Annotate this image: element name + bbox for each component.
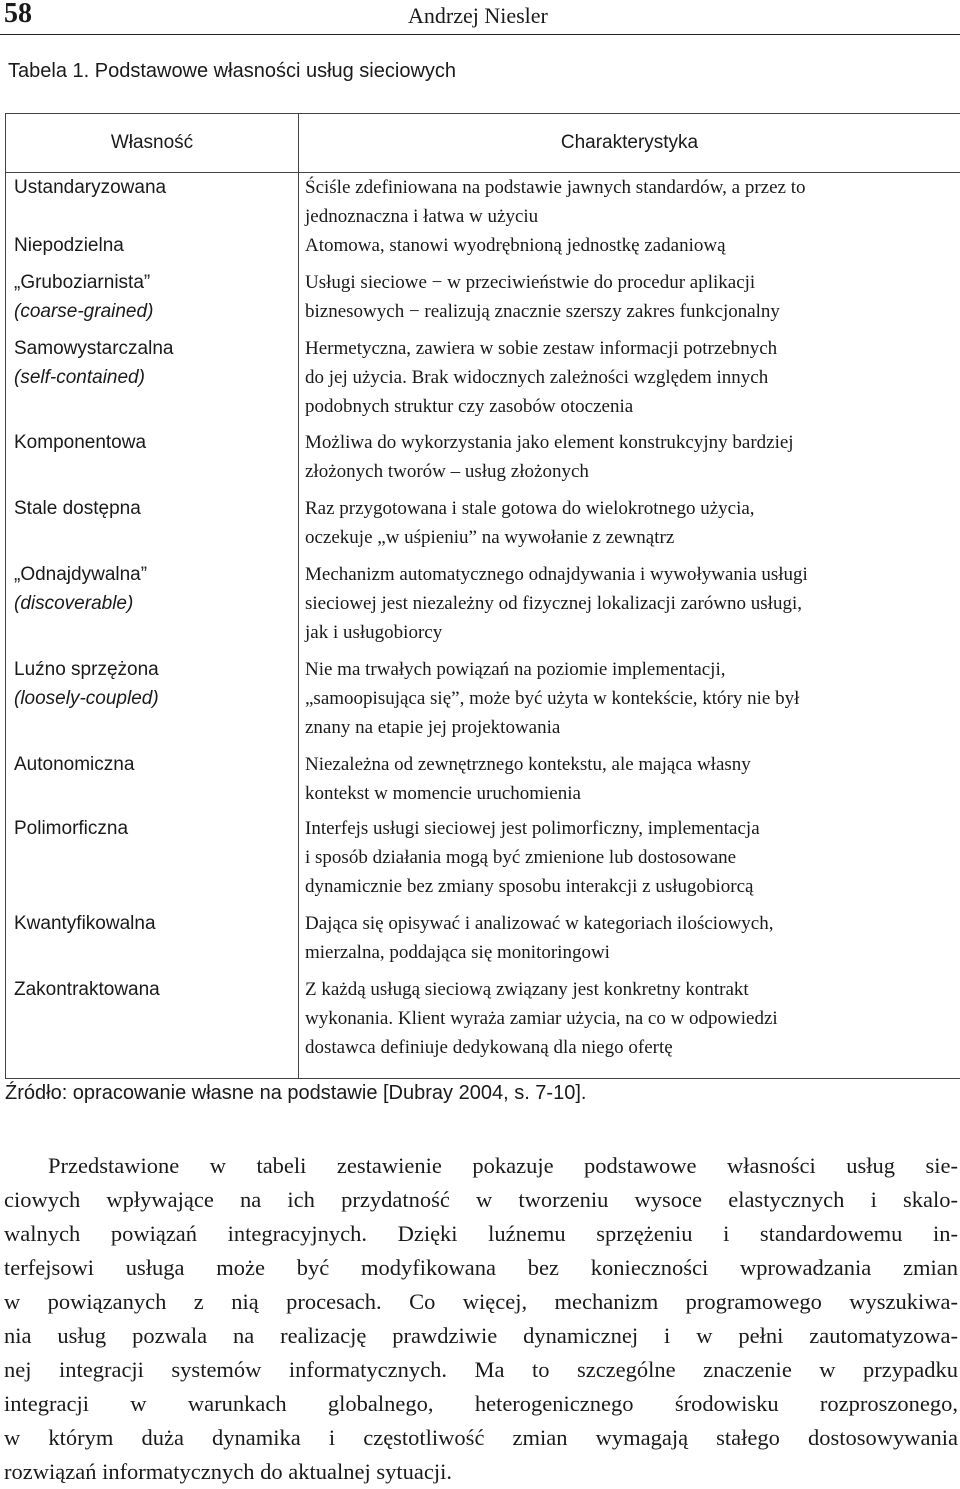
characteristics-line: Nie ma trwałych powiązań na poziomie implementacji,: [305, 655, 954, 684]
table-body: [6, 173, 960, 1079]
property-cell: [6, 655, 299, 750]
characteristics-line: i sposób działania mogą być zmienione lub dostosowane: [305, 843, 954, 872]
property-english-term: (self-contained): [14, 363, 292, 392]
running-head: Andrzej Niesler: [408, 3, 548, 29]
table-row: [6, 814, 960, 909]
characteristics-cell: [299, 814, 960, 909]
characteristics-line: Usługi sieciowe − w przeciwieństwie do procedur aplikacji: [305, 268, 954, 297]
table-row: [6, 975, 960, 1078]
property-cell: [6, 494, 299, 560]
table-row: [6, 428, 960, 494]
characteristics-cell: [299, 334, 960, 428]
property-cell: [6, 560, 299, 655]
table-row: [6, 750, 960, 814]
characteristics-line: do jej użycia. Brak widocznych zależności względem innych: [305, 363, 954, 392]
table-row: [6, 334, 960, 428]
characteristics-line: dostawca definiuje dedykowaną dla niego ofertę: [305, 1033, 954, 1062]
property-name: Polimorficzna: [14, 814, 292, 843]
characteristics-line: oczekuje „w uśpieniu” na wywołanie z zewnątrz: [305, 523, 954, 552]
source-note: Źródło: opracowanie własne na podstawie [Dubray 2004, s. 7-10].: [5, 1082, 586, 1105]
characteristics-line: kontekst w momencie uruchomienia: [305, 779, 954, 808]
property-english-term: (discoverable): [14, 589, 292, 618]
characteristics-line: biznesowych − realizują znacznie szerszy zakres funkcjonalny: [305, 297, 954, 326]
characteristics-line: jednoznaczna i łatwa w użyciu: [305, 202, 954, 231]
characteristics-line: jak i usługobiorcy: [305, 618, 954, 647]
table-row: [6, 655, 960, 750]
property-english-term: (coarse-grained): [14, 297, 292, 326]
characteristics-line: Atomowa, stanowi wyodrębnioną jednostkę zadaniową: [305, 231, 954, 260]
characteristics-line: Raz przygotowana i stale gotowa do wielokrotnego użycia,: [305, 494, 954, 523]
property-name: Luźno sprzężona: [14, 655, 292, 684]
column-header-property: Własność: [6, 114, 299, 173]
property-cell: [6, 814, 299, 909]
table-row: [6, 268, 960, 334]
characteristics-line: złożonych tworów – usług złożonych: [305, 457, 954, 486]
characteristics-line: dynamicznie bez zmiany sposobu interakcji z usługobiorcą: [305, 872, 954, 901]
property-cell: [6, 428, 299, 494]
paragraph-line: ciowych wpływające na ich przydatność w tworzeniu wysoce elastycznych i skalo-: [4, 1183, 958, 1217]
property-name: Ustandaryzowana: [14, 173, 292, 202]
property-name: Komponentowa: [14, 428, 292, 457]
paragraph-line: terfejsowi usługa może być modyfikowana bez konieczności wprowadzania zmian: [4, 1251, 958, 1285]
paragraph-line: w którym duża dynamika i częstotliwość zmian wymagają stałego dostosowywania: [4, 1421, 958, 1455]
table-row: [6, 173, 960, 232]
property-cell: [6, 173, 299, 232]
characteristics-cell: [299, 975, 960, 1078]
characteristics-cell: [299, 268, 960, 334]
paragraph-line: Przedstawione w tabeli zestawienie pokazuje podstawowe własności usług sie-: [4, 1149, 958, 1183]
properties-table: [5, 113, 960, 1079]
characteristics-line: Niezależna od zewnętrznego kontekstu, ale mająca własny: [305, 750, 954, 779]
paragraph-line: w powiązanych z nią procesach. Co więcej, mechanizm programowego wyszukiwa-: [4, 1285, 958, 1319]
property-name: Stale dostępna: [14, 494, 292, 523]
paragraph-line: nej integracji systemów informatycznych. Ma to szczególne znaczenie w przypadku: [4, 1353, 958, 1387]
property-english-term: (loosely-coupled): [14, 684, 292, 713]
paragraph-line: rozwiązań informatycznych do aktualnej sytuacji.: [4, 1455, 958, 1489]
property-name: Niepodzielna: [14, 231, 292, 260]
property-name: Kwantyfikowalna: [14, 909, 292, 938]
property-cell: [6, 750, 299, 814]
table-row: [6, 231, 960, 268]
table-row: [6, 909, 960, 975]
characteristics-line: mierzalna, poddająca się monitoringowi: [305, 938, 954, 967]
property-cell: [6, 268, 299, 334]
table-header-row: [6, 114, 960, 173]
characteristics-line: podobnych struktur czy zasobów otoczenia: [305, 392, 954, 421]
characteristics-line: sieciowej jest niezależny od fizycznej lokalizacji zarówno usługi,: [305, 589, 954, 618]
paragraph-line: integracji w warunkach globalnego, heterogenicznego środowisku rozproszonego,: [4, 1387, 958, 1421]
property-name: Autonomiczna: [14, 750, 292, 779]
property-name: Samowystarczalna: [14, 334, 292, 363]
characteristics-line: Możliwa do wykorzystania jako element konstrukcyjny bardziej: [305, 428, 954, 457]
characteristics-line: Interfejs usługi sieciowej jest polimorficzny, implementacja: [305, 814, 954, 843]
property-name: „Gruboziarnista”: [14, 268, 292, 297]
characteristics-cell: [299, 655, 960, 750]
characteristics-cell: [299, 173, 960, 232]
paragraph-line: walnych powiązań integracyjnych. Dzięki luźnemu sprzężeniu i standardowemu in-: [4, 1217, 958, 1251]
characteristics-cell: [299, 428, 960, 494]
property-cell: [6, 231, 299, 268]
characteristics-line: wykonania. Klient wyraża zamiar użycia, na co w odpowiedzi: [305, 1004, 954, 1033]
characteristics-line: Dająca się opisywać i analizować w kategoriach ilościowych,: [305, 909, 954, 938]
page-number: 58: [4, 0, 32, 30]
characteristics-line: znany na etapie jej projektowania: [305, 713, 954, 742]
property-cell: [6, 909, 299, 975]
characteristics-cell: [299, 750, 960, 814]
paragraph-line: nia usług pozwala na realizację prawdziwie dynamicznej i w pełni zautomatyzowa-: [4, 1319, 958, 1353]
characteristics-line: „samoopisująca się”, może być użyta w kontekście, który nie był: [305, 684, 954, 713]
table-row: [6, 560, 960, 655]
body-paragraph: [4, 1149, 958, 1489]
characteristics-cell: [299, 231, 960, 268]
characteristics-line: Mechanizm automatycznego odnajdywania i wywoływania usługi: [305, 560, 954, 589]
table-caption: Tabela 1. Podstawowe własności usług sieciowych: [8, 60, 456, 83]
table-row: [6, 494, 960, 560]
characteristics-line: Z każdą usługą sieciową związany jest konkretny kontrakt: [305, 975, 954, 1004]
characteristics-line: Ściśle zdefiniowana na podstawie jawnych standardów, a przez to: [305, 173, 954, 202]
property-cell: [6, 334, 299, 428]
characteristics-cell: [299, 909, 960, 975]
characteristics-line: Hermetyczna, zawiera w sobie zestaw informacji potrzebnych: [305, 334, 954, 363]
column-header-characteristics: Charakterystyka: [299, 114, 960, 173]
property-name: „Odnajdywalna”: [14, 560, 292, 589]
property-cell: [6, 975, 299, 1078]
characteristics-cell: [299, 494, 960, 560]
characteristics-cell: [299, 560, 960, 655]
property-name: Zakontraktowana: [14, 975, 292, 1004]
page-header: [0, 0, 960, 35]
